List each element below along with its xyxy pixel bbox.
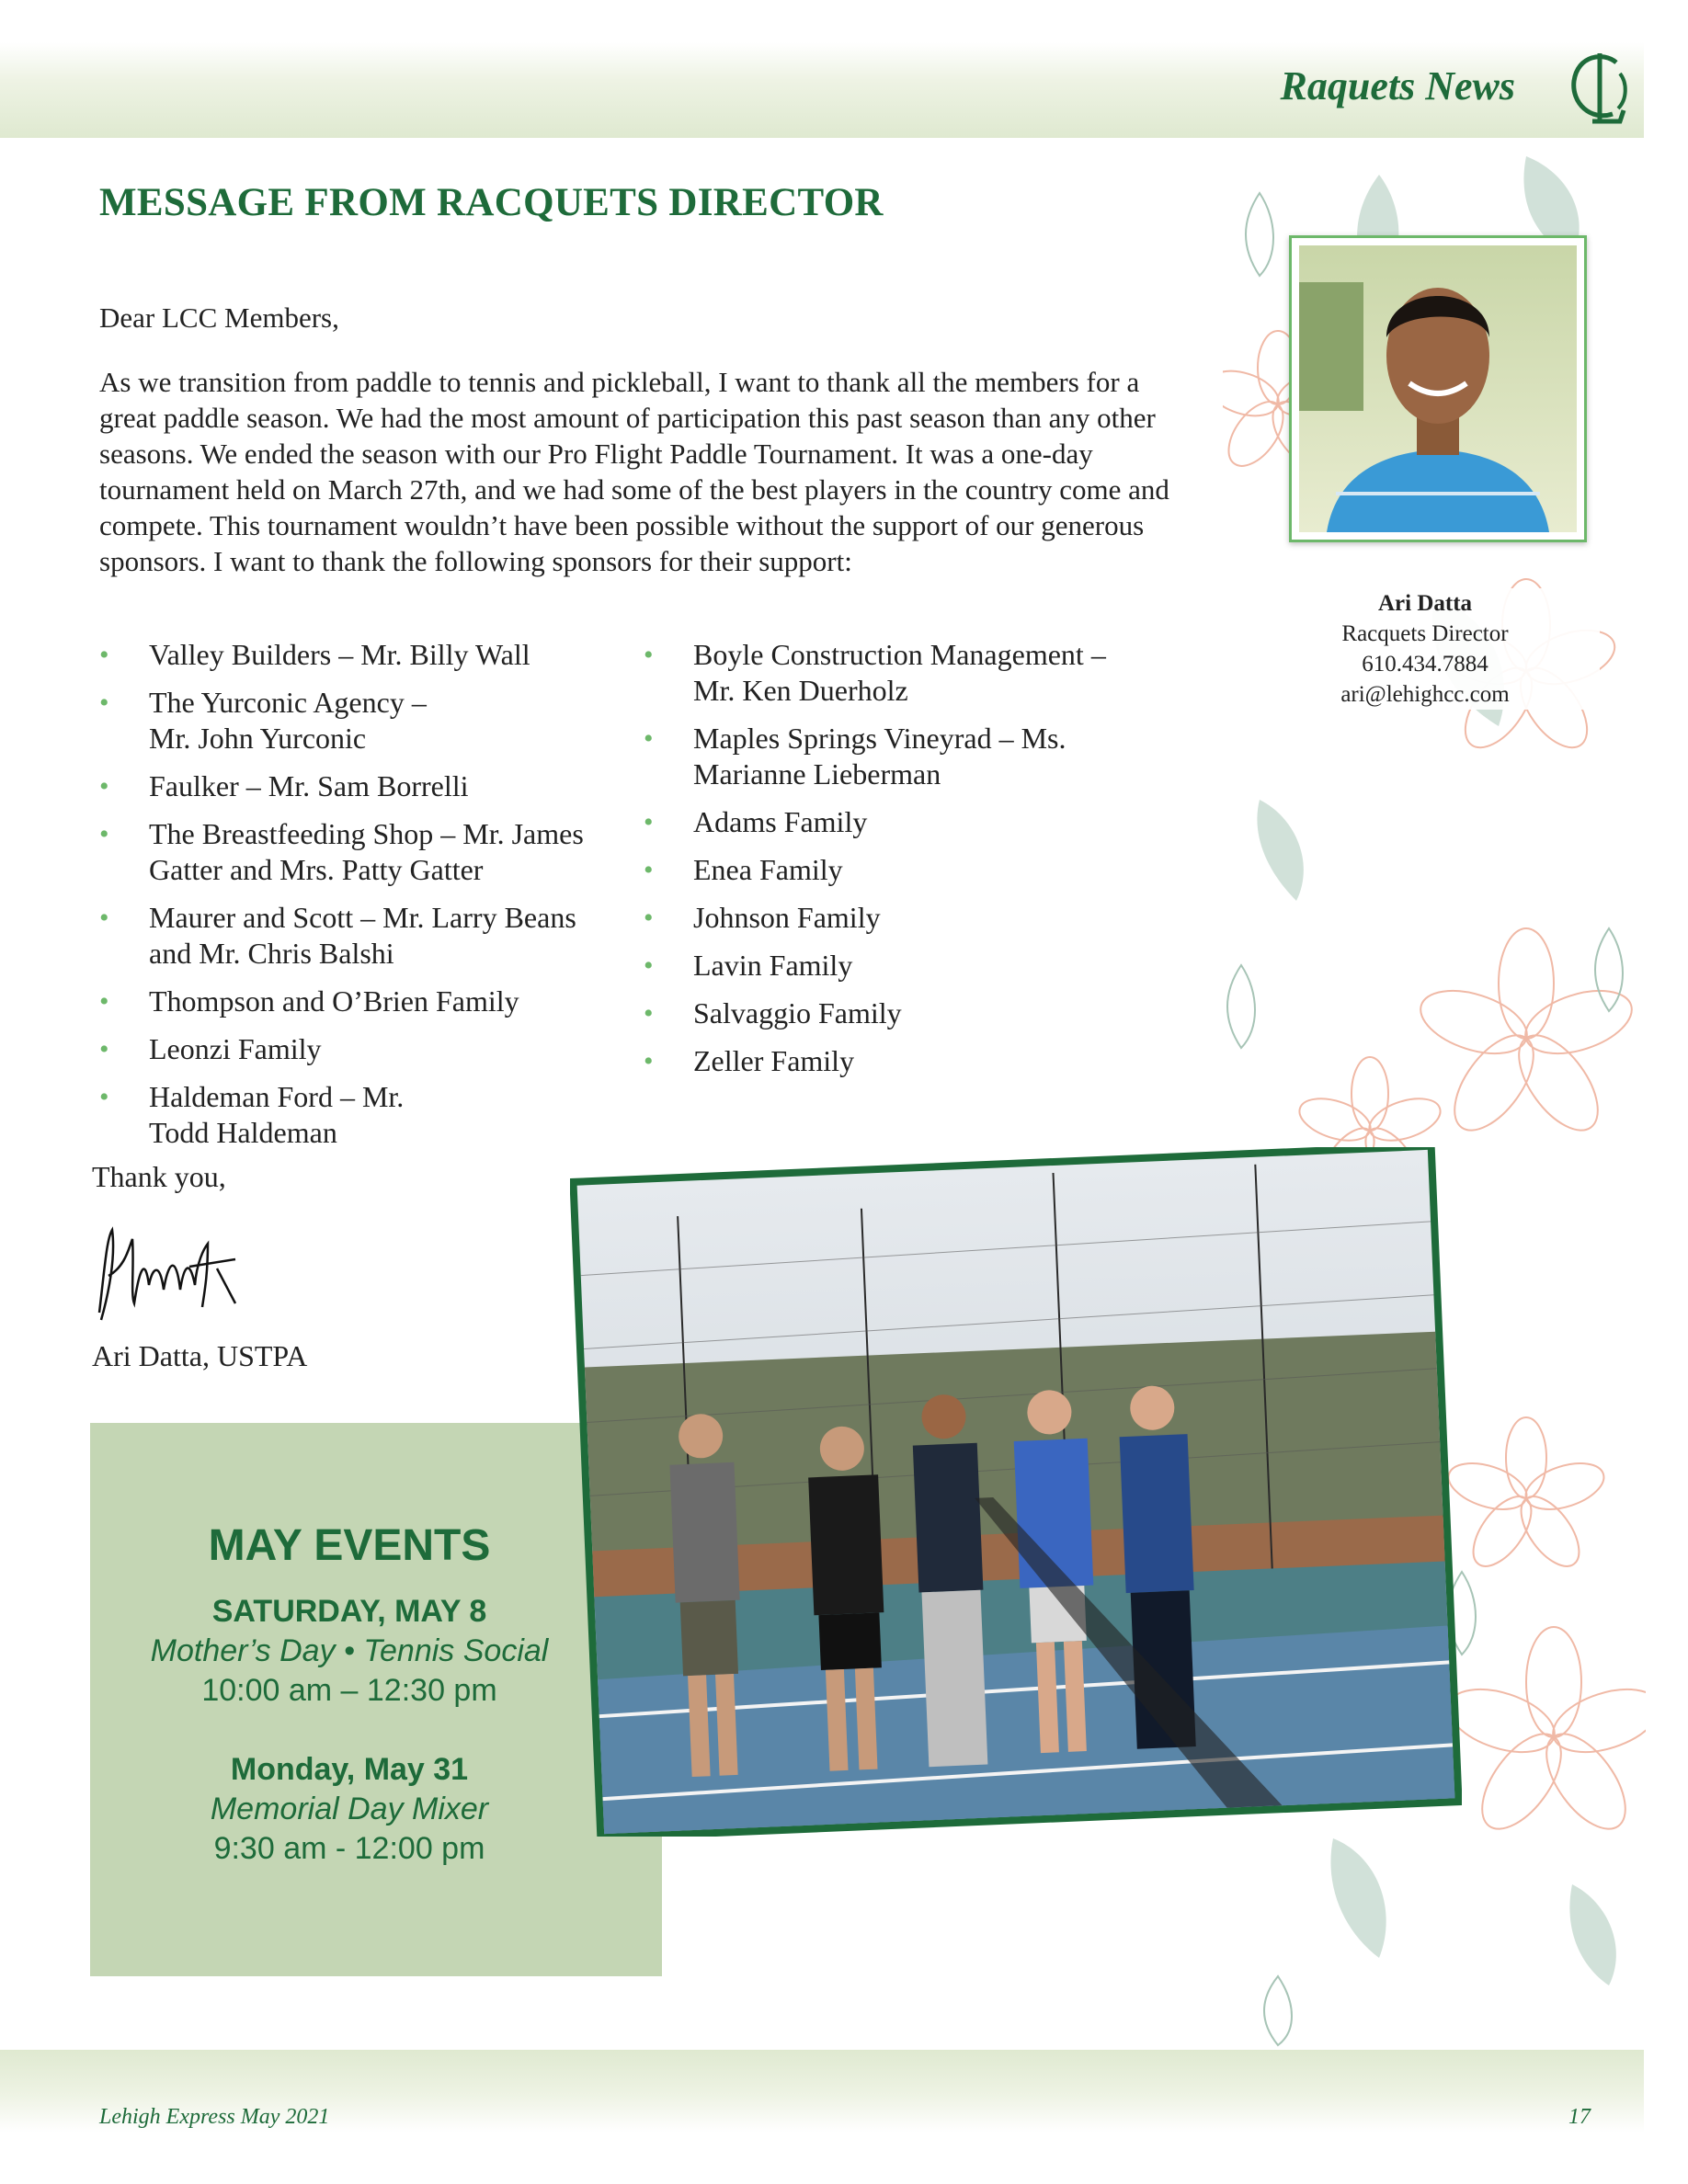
event-date: SATURDAY, MAY 8 [211, 1594, 487, 1629]
signature-image [88, 1211, 245, 1331]
list-item: • Johnson Family [644, 900, 1158, 936]
list-item: • Leonzi Family [99, 1031, 633, 1067]
list-item: • The Breastfeeding Shop – Mr. James Gatter and Mrs. Patty Gatter [99, 816, 609, 888]
event-name: Memorial Day Mixer [210, 1792, 489, 1826]
list-item: • Salvaggio Family [644, 995, 1158, 1031]
list-item: • Faulker – Mr. Sam Borrelli [99, 768, 633, 804]
list-item: • Haldeman Ford – Mr. Todd Haldeman [99, 1079, 425, 1151]
sponsor-list-right [644, 637, 1158, 1091]
list-item: • Boyle Construction Management – Mr. Ken Duerholz [644, 637, 1153, 709]
events-title: MAY EVENTS [208, 1521, 491, 1570]
list-item: • Maples Springs Vineyrad – Ms. Marianne Lieberman [644, 721, 1079, 792]
portrait-image [1299, 245, 1577, 532]
signoff-name: Ari Datta, USTPA [92, 1339, 308, 1372]
events-content [129, 1520, 570, 1869]
event-date: Monday, May 31 [230, 1752, 469, 1787]
list-item: • Valley Builders – Mr. Billy Wall [99, 637, 633, 673]
sponsor-list-left [99, 637, 633, 1163]
contact-name: Ari Datta [1377, 591, 1473, 616]
contact-email: ari@lehighcc.com [1340, 682, 1510, 707]
event-time: 9:30 am - 12:00 pm [213, 1831, 485, 1866]
contact-phone: 610.434.7884 [1362, 652, 1488, 677]
group-photo [570, 1147, 1462, 1837]
section-header-title: Raquets News [1280, 63, 1515, 108]
list-item: • The Yurconic Agency – Mr. John Yurconic [99, 685, 452, 756]
list-item: • Lavin Family [644, 948, 1158, 984]
list-item: • Maurer and Scott – Mr. Larry Beans and Mr. Chris Balshi [99, 900, 609, 972]
list-item: • Thompson and O’Brien Family [99, 984, 633, 1019]
footer-publication: Lehigh Express May 2021 [99, 2105, 330, 2129]
intro-paragraph: As we transition from paddle to tennis and pickleball, I want to thank all the members for a great paddle season. We had the most amount of participation this past season than any other seasons. We ended the season with our Pro Flight Paddle Tournament. It was a one-day tournament held on March 27th, and we had some of the best players in the country come and compete. This tournament wouldn’t have been possible without the support of our generous sponsors. I want to thank the following sponsors for their support: [99, 366, 1169, 577]
list-item: • Adams Family [644, 804, 1158, 840]
closing-line: Thank you, [92, 1160, 226, 1193]
event-name: Mother’s Day • Tennis Social [150, 1633, 549, 1668]
greeting: Dear LCC Members, [99, 301, 339, 334]
contact-role: Racquets Director [1341, 621, 1509, 646]
event-time: 10:00 am – 12:30 pm [201, 1673, 497, 1708]
list-item: • Zeller Family [644, 1043, 1158, 1079]
page-number: 17 [1568, 2105, 1591, 2129]
director-contact [1250, 588, 1600, 710]
lcc-monogram-icon [1563, 46, 1637, 129]
list-item: • Enea Family [644, 852, 1158, 888]
director-photo [1289, 235, 1587, 542]
article-title: MESSAGE FROM RACQUETS DIRECTOR [99, 181, 884, 224]
